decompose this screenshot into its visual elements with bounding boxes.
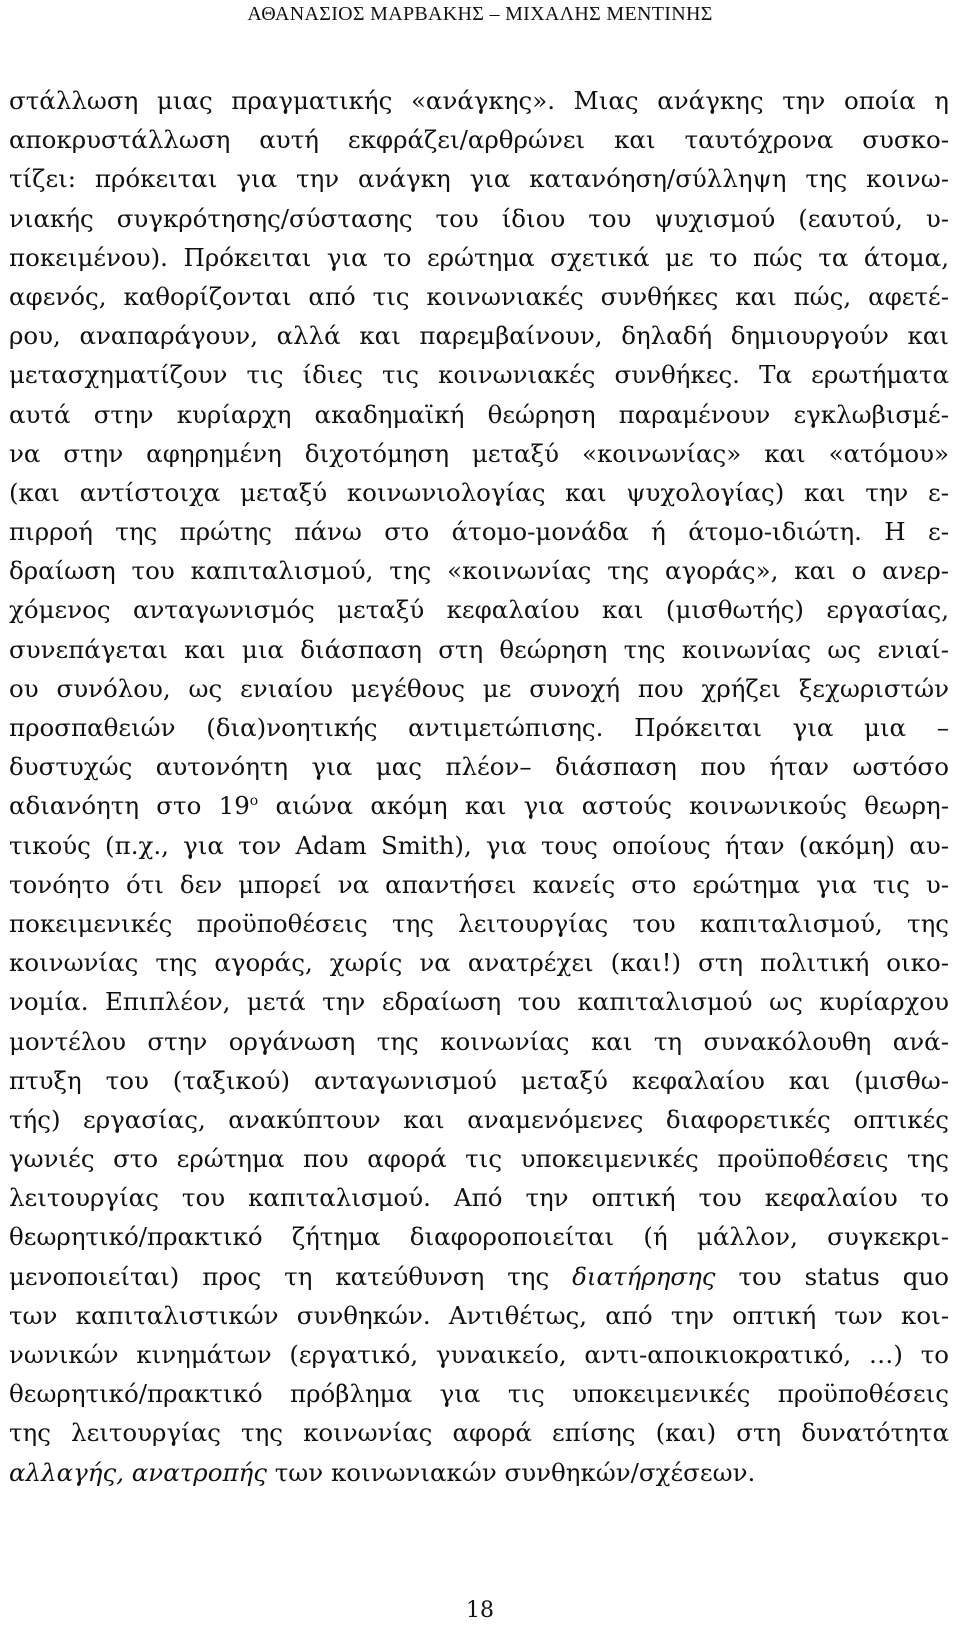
text-line: ου συνόλου, ως ενιαίου μεγέθους με συνοχή που χρήζει ξεχωριστών [9,673,949,703]
text-line: αποκρυστάλλωση αυτή εκφράζει/αρθρώνει και ταυτόχρονα συσκο- [9,125,949,155]
text-segment: αιώνα ακόμη και για αστούς κοινωνικούς θεωρη- [258,791,949,821]
text-line-with-italic [9,1257,949,1296]
text-line-with-superscript [9,786,949,825]
text-line: προσπαθειών (δια)νοητικής αντιμετώπισης. Πρόκειται για μια – [9,713,949,742]
text-line: νομία. Επιπλέον, μετά την εδραίωση του καπιταλισμού ως κυρίαρχου [9,987,949,1017]
text-line: ρου, αναπαράγουν, αλλά και παρεμβαίνουν, δηλαδή δημιουργούν και [9,321,949,351]
text-line: ποκειμενικές προϋποθέσεις της λειτουργίας του καπιταλισμού, της [9,908,949,938]
text-segment: μενοποιείται) προς τη κατεύθυνση της [9,1261,573,1291]
ordinal-superscript: ο [249,793,259,810]
text-line: χόμενος ανταγωνισμός μεταξύ κεφαλαίου και (μισθωτής) εργασίας, [9,595,949,625]
text-line: να στην αφηρημένη διχοτόμηση μεταξύ «κοινωνίας» και «ατόμου» [9,438,949,468]
text-line: στάλλωση μιας πραγματικής «ανάγκης». Μιας ανάγκης την οποία η [9,86,949,115]
text-line: αφενός, καθορίζονται από τις κοινωνιακές συνθήκες και πώς, αφετέ- [9,281,949,311]
text-line: συνεπάγεται και μια διάσπαση στη θεώρηση της κοινωνίας ως ενιαί- [9,634,949,664]
text-line: μετασχηματίζουν τις ίδιες τις κοινωνιακές συνθήκες. Τα ερωτήματα [9,360,949,390]
text-line: της λειτουργίας της κοινωνίας αφορά επίσης (και) στη δυνατότητα [9,1418,949,1448]
text-line: αυτά στην κυρίαρχη ακαδημαϊκή θεώρηση παραμένουν εγκλωβισμέ- [9,399,949,429]
text-line: νωνικών κινημάτων (εργατικό, γυναικείο, αντι-αποικιοκρατικό, …) το [9,1340,949,1369]
text-line: των καπιταλιστικών συνθηκών. Αντιθέτως, από την οπτική των κοι- [9,1300,949,1330]
text-line: τίζει: πρόκειται για την ανάγκη για κατανόηση/σύλληψη της κοινω- [9,164,949,194]
text-line: πιρροή της πρώτης πάνω στο άτομο-μονάδα ή άτομο-ιδιώτη. Η ε- [9,517,949,547]
text-segment: του status quo [715,1261,949,1291]
text-line: (και αντίστοιχα μεταξύ κοινωνιολογίας και ψυχολογίας) και την ε- [9,477,949,507]
text-line: πτυξη του (ταξικού) ανταγωνισμού μεταξύ κεφαλαίου και (μισθω- [9,1065,949,1095]
text-line: τής) εργασίας, ανακύπτουν και αναμενόμενες διαφορετικές οπτικές [9,1104,949,1134]
text-line: κοινωνίας της αγοράς, χωρίς να ανατρέχει (και!) στη πολιτική οικο- [9,948,949,978]
italic-emphasis: διατήρησης [572,1261,716,1291]
text-line: δυστυχώς αυτονόητη για μας πλέον– διάσπαση που ήταν ωστόσο [9,752,949,782]
body-paragraph [9,81,949,1492]
page-number: 18 [466,1598,494,1623]
running-header: ΑΘΑΝΑΣΙΟΣ ΜΑΡΒΑΚΗΣ – ΜΙΧΑΛΗΣ ΜΕΝΤΙΝΗΣ [247,3,713,25]
text-line: τονόητο ότι δεν μπορεί να απαντήσει κανείς στο ερώτημα για τις υ- [9,869,949,899]
text-line: γωνιές στο ερώτημα που αφορά τις υποκειμενικές προϋποθέσεις της [9,1144,949,1174]
text-line: νιακής συγκρότησης/σύστασης του ίδιου του ψυχισμού (εαυτού, υ- [9,203,949,233]
text-line: τικούς (π.χ., για τον Adam Smith), για τους οποίους ήταν (ακόμη) αυ- [9,830,949,860]
italic-emphasis: αλλαγής, ανατροπής [9,1457,267,1487]
text-line: δραίωση του καπιταλισμού, της «κοινωνίας της αγοράς», και ο ανερ- [9,556,949,586]
text-line: ποκειμένου). Πρόκειται για το ερώτημα σχετικά με το πώς τα άτομα, [9,242,949,272]
text-line: θεωρητικό/πρακτικό ζήτημα διαφοροποιείται (ή μάλλον, συγκεκρι- [9,1222,949,1252]
text-segment: των κοινωνιακών συνθηκών/σχέσεων. [266,1457,756,1487]
text-segment: αδιανόητη στο 19 [9,791,250,821]
text-line: λειτουργίας του καπιταλισμού. Από την οπτική του κεφαλαίου το [9,1183,949,1213]
text-line: θεωρητικό/πρακτικό πρόβλημα για τις υποκειμενικές προϋποθέσεις [9,1379,949,1409]
text-line: μοντέλου στην οργάνωση της κοινωνίας και τη συνακόλουθη ανά- [9,1026,949,1056]
text-line-with-italic [9,1453,949,1492]
